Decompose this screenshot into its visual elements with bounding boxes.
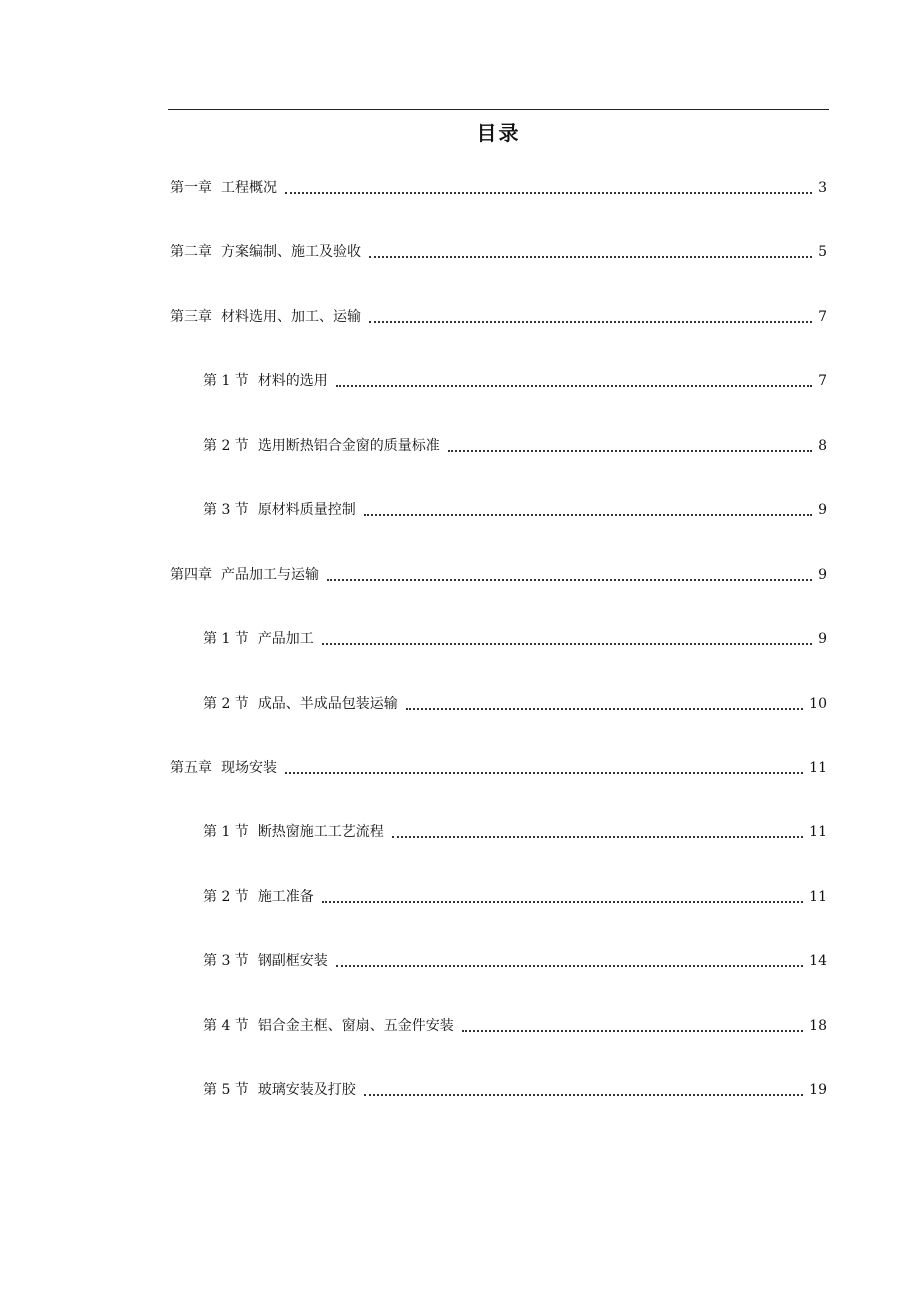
- toc-entry-section[interactable]: [203, 819, 827, 843]
- toc-entry-number: 第 2 节: [203, 696, 249, 712]
- toc-entry-title: 断热窗施工工艺流程: [257, 824, 384, 840]
- toc-dot-leader: [406, 708, 803, 710]
- toc-entry-title: 玻璃安装及打胶: [257, 1082, 356, 1098]
- toc-entry-section[interactable]: [203, 1013, 827, 1037]
- toc-entry-page-number: 10: [809, 696, 827, 712]
- toc-entry-title: 成品、半成品包装运输: [257, 696, 398, 712]
- toc-entry-title: 现场安装: [221, 760, 277, 776]
- toc-entry-page-number: 11: [809, 824, 827, 840]
- toc-entry-number: 第 3 节: [203, 502, 249, 518]
- toc-entry-chapter[interactable]: [170, 304, 827, 328]
- toc-entry-page-number: 5: [818, 244, 827, 260]
- toc-dot-leader: [285, 192, 812, 194]
- toc-entry-number: 第 1 节: [203, 631, 249, 647]
- toc-entry-number: 第 1 节: [203, 824, 249, 840]
- toc-dot-leader: [364, 1094, 803, 1096]
- toc-entry-title: 选用断热铝合金窗的质量标准: [257, 438, 440, 454]
- toc-dot-leader: [369, 256, 812, 258]
- toc-entry-title: 产品加工: [257, 631, 314, 647]
- toc-entry-section[interactable]: [203, 433, 827, 457]
- toc-entry-number: 第五章: [170, 760, 212, 776]
- toc-entry-title: 产品加工与运输: [221, 567, 319, 583]
- toc-entry-number: 第 2 节: [203, 438, 249, 454]
- toc-entry-section[interactable]: [203, 691, 827, 715]
- toc-entry-page-number: 3: [818, 180, 827, 196]
- toc-entry-chapter[interactable]: [170, 175, 827, 199]
- toc-title: 目录: [476, 121, 521, 145]
- toc-entry-section[interactable]: [203, 884, 827, 908]
- toc-entry-chapter[interactable]: [170, 239, 827, 263]
- toc-entry-section[interactable]: [203, 497, 827, 521]
- toc-entry-page-number: 9: [818, 502, 827, 518]
- toc-entry-title: 方案编制、施工及验收: [221, 244, 361, 260]
- toc-dot-leader: [285, 772, 803, 774]
- toc-entry-section[interactable]: [203, 626, 827, 650]
- toc-dot-leader: [327, 579, 812, 581]
- toc-entry-section[interactable]: [203, 1077, 827, 1101]
- toc-entry-number: 第 2 节: [203, 889, 249, 905]
- toc-entry-page-number: 11: [809, 889, 827, 905]
- toc-dot-leader: [392, 836, 803, 838]
- toc-dot-leader: [369, 321, 812, 323]
- toc-dot-leader: [336, 965, 803, 967]
- toc-entry-number: 第一章: [170, 180, 212, 196]
- toc-entry-section[interactable]: [203, 368, 827, 392]
- toc-entry-title: 钢副框安装: [257, 953, 328, 969]
- toc-entry-page-number: 7: [818, 309, 827, 325]
- toc-entry-title: 铝合金主框、窗扇、五金件安装: [257, 1018, 454, 1034]
- toc-dot-leader: [364, 514, 812, 516]
- toc-entry-number: 第二章: [170, 244, 212, 260]
- toc-dot-leader: [462, 1030, 803, 1032]
- toc-entry-number: 第 1 节: [203, 373, 249, 389]
- toc-entry-number: 第三章: [170, 309, 212, 325]
- toc-entry-page-number: 9: [818, 567, 827, 583]
- toc-entry-page-number: 11: [809, 760, 827, 776]
- toc-entry-chapter[interactable]: [170, 562, 827, 586]
- toc-entry-section[interactable]: [203, 948, 827, 972]
- toc-entry-number: 第 5 节: [203, 1082, 249, 1098]
- toc-dot-leader: [322, 901, 803, 903]
- toc-entry-title: 工程概况: [221, 180, 277, 196]
- toc-entry-chapter[interactable]: [170, 755, 827, 779]
- toc-entry-title: 材料选用、加工、运输: [221, 309, 361, 325]
- toc-dot-leader: [336, 385, 812, 387]
- toc-dot-leader: [322, 643, 812, 645]
- toc-entry-number: 第四章: [170, 567, 212, 583]
- toc-entry-page-number: 18: [809, 1018, 827, 1034]
- toc-entry-page-number: 14: [809, 953, 827, 969]
- toc-entry-page-number: 7: [818, 373, 827, 389]
- toc-entry-title: 施工准备: [257, 889, 314, 905]
- toc-entry-number: 第 4 节: [203, 1018, 249, 1034]
- toc-entry-number: 第 3 节: [203, 953, 249, 969]
- toc-entry-page-number: 8: [818, 438, 827, 454]
- toc-entry-title: 材料的选用: [257, 373, 328, 389]
- toc-dot-leader: [448, 450, 812, 452]
- toc-entry-page-number: 9: [818, 631, 827, 647]
- toc-entry-page-number: 19: [809, 1082, 827, 1098]
- toc-entry-title: 原材料质量控制: [257, 502, 356, 518]
